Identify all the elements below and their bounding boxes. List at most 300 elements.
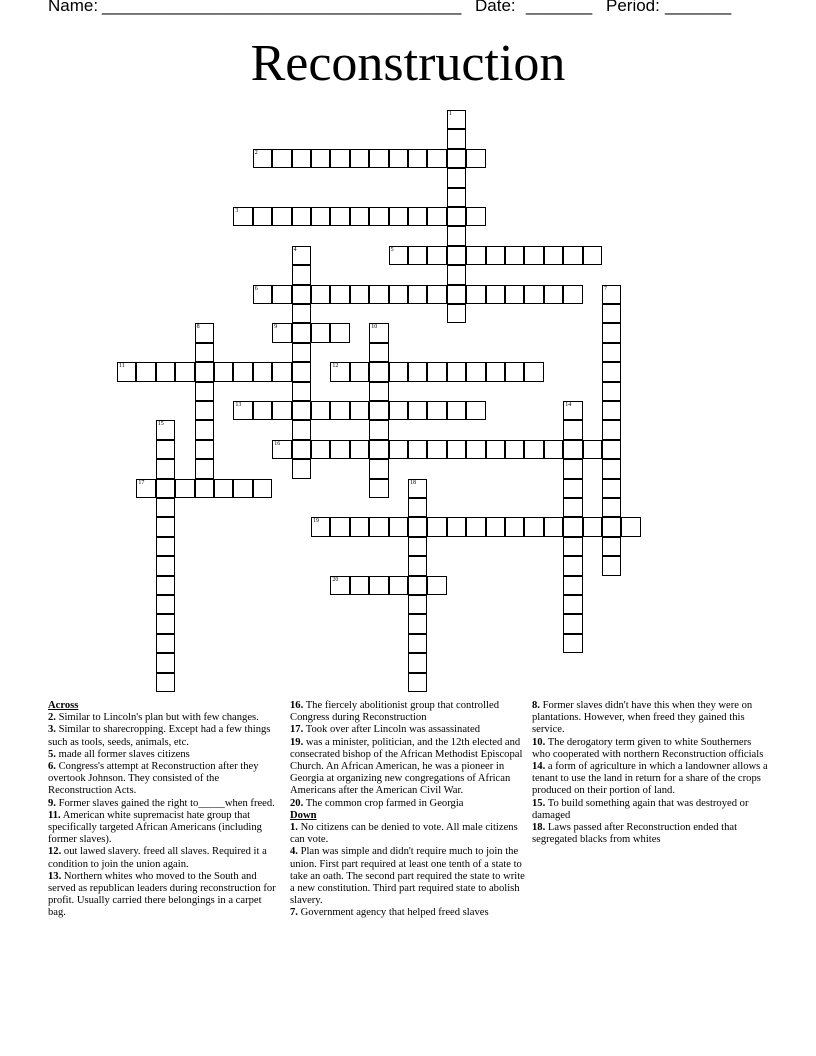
crossword-cell[interactable] bbox=[427, 149, 446, 168]
crossword-cell[interactable] bbox=[272, 149, 291, 168]
clue-across-2 bbox=[48, 712, 280, 724]
crossword-cell[interactable] bbox=[447, 265, 466, 284]
clue-number: 12. bbox=[48, 846, 62, 858]
crossword-cell[interactable] bbox=[136, 479, 155, 498]
crossword-cell[interactable] bbox=[369, 479, 388, 498]
crossword-cell[interactable] bbox=[447, 168, 466, 187]
crossword-cell[interactable] bbox=[447, 129, 466, 148]
clue-text: Took over after Lincoln was assassinated bbox=[303, 724, 481, 736]
clue-text: Similar to Lincoln's plan but with few changes. bbox=[55, 712, 259, 724]
crossword-cell[interactable] bbox=[408, 673, 427, 692]
crossword-cell[interactable] bbox=[369, 149, 388, 168]
crossword-cell[interactable] bbox=[156, 537, 175, 556]
crossword-cell[interactable] bbox=[447, 149, 466, 168]
crossword-cell[interactable] bbox=[292, 246, 311, 265]
clue-number-label: 9 bbox=[274, 324, 278, 331]
crossword-cell[interactable] bbox=[156, 595, 175, 614]
crossword-cell[interactable] bbox=[466, 149, 485, 168]
crossword-cell[interactable] bbox=[408, 401, 427, 420]
clue-number: 11. bbox=[48, 809, 61, 821]
crossword-cell[interactable] bbox=[311, 517, 330, 536]
clue-down-4 bbox=[290, 846, 526, 907]
crossword-cell[interactable] bbox=[350, 285, 369, 304]
clue-across-11 bbox=[48, 810, 280, 847]
crossword-cell[interactable] bbox=[427, 246, 446, 265]
crossword-cell[interactable] bbox=[602, 362, 621, 381]
crossword-cell[interactable] bbox=[311, 207, 330, 226]
crossword-cell[interactable] bbox=[292, 459, 311, 478]
crossword-cell[interactable] bbox=[292, 362, 311, 381]
crossword-cell[interactable] bbox=[544, 285, 563, 304]
crossword-cell[interactable] bbox=[505, 285, 524, 304]
crossword-cell[interactable] bbox=[563, 479, 582, 498]
clue-text: The common crop farmed in Georgia bbox=[303, 797, 464, 809]
crossword-cell[interactable] bbox=[350, 440, 369, 459]
crossword-cell[interactable] bbox=[602, 556, 621, 575]
crossword-cell[interactable] bbox=[408, 285, 427, 304]
crossword-cell[interactable] bbox=[195, 479, 214, 498]
crossword-cell[interactable] bbox=[408, 614, 427, 633]
crossword-cell[interactable] bbox=[369, 343, 388, 362]
clue-down-14 bbox=[532, 761, 770, 798]
clue-across-16 bbox=[290, 700, 526, 724]
crossword-cell[interactable] bbox=[408, 246, 427, 265]
clue-number: 14. bbox=[532, 761, 546, 773]
crossword-cell[interactable] bbox=[292, 382, 311, 401]
clue-text: The fiercely abolitionist group that controlled Congress during Reconstruction bbox=[290, 700, 499, 724]
crossword-cell[interactable] bbox=[602, 517, 621, 536]
crossword-cell[interactable] bbox=[544, 246, 563, 265]
crossword-cell[interactable] bbox=[602, 498, 621, 517]
clue-number: 18. bbox=[532, 822, 546, 834]
clue-number-label: 3 bbox=[235, 208, 239, 214]
period-field[interactable]: _______ bbox=[665, 0, 732, 15]
crossword-cell[interactable] bbox=[524, 517, 543, 536]
crossword-cell[interactable] bbox=[156, 440, 175, 459]
crossword-cell[interactable] bbox=[466, 517, 485, 536]
crossword-cell[interactable] bbox=[389, 576, 408, 595]
clue-down-1 bbox=[290, 822, 526, 846]
crossword-cell[interactable] bbox=[447, 246, 466, 265]
crossword-cell[interactable] bbox=[156, 517, 175, 536]
name-field[interactable]: ______________________________________ bbox=[102, 0, 462, 15]
crossword-cell[interactable] bbox=[447, 440, 466, 459]
crossword-cell[interactable] bbox=[544, 440, 563, 459]
crossword-cell[interactable] bbox=[563, 614, 582, 633]
clue-across-12 bbox=[48, 846, 280, 870]
crossword-cell[interactable] bbox=[389, 149, 408, 168]
clue-number-label: 13 bbox=[235, 402, 242, 408]
clue-text: Plan was simple and didn't require much to join the union. First part required at least one tenth of a state to take an oath. The second part required the state to write a new constitution. Third part required state to abolish slavery. bbox=[290, 846, 525, 907]
crossword-cell[interactable] bbox=[253, 285, 272, 304]
crossword-cell[interactable] bbox=[311, 323, 330, 342]
crossword-cell[interactable] bbox=[583, 440, 602, 459]
crossword-cell[interactable] bbox=[330, 285, 349, 304]
crossword-cell[interactable] bbox=[233, 479, 252, 498]
crossword-cell[interactable] bbox=[311, 401, 330, 420]
crossword-cell[interactable] bbox=[369, 207, 388, 226]
clue-text: made all former slaves citizens bbox=[55, 748, 190, 760]
crossword-cell[interactable] bbox=[563, 420, 582, 439]
crossword-cell[interactable] bbox=[369, 362, 388, 381]
clue-down-18 bbox=[532, 822, 770, 846]
crossword-cell[interactable] bbox=[156, 673, 175, 692]
crossword-cell[interactable] bbox=[505, 517, 524, 536]
crossword-cell[interactable] bbox=[602, 304, 621, 323]
crossword-cell[interactable] bbox=[563, 576, 582, 595]
clue-across-13 bbox=[48, 871, 280, 920]
crossword-cell[interactable] bbox=[156, 479, 175, 498]
crossword-cell[interactable] bbox=[292, 343, 311, 362]
clue-number: 8. bbox=[532, 700, 540, 711]
crossword-cell[interactable] bbox=[195, 459, 214, 478]
clue-text: Northern whites who moved to the South and served as republican leaders during reconstruction for profit. Usually carried there belongings in a carpet bag. bbox=[48, 870, 276, 919]
crossword-cell[interactable] bbox=[272, 207, 291, 226]
crossword-cell[interactable] bbox=[156, 614, 175, 633]
crossword-cell[interactable] bbox=[253, 149, 272, 168]
clue-down-10 bbox=[532, 737, 770, 761]
crossword-cell[interactable] bbox=[195, 382, 214, 401]
clue-across-3 bbox=[48, 724, 280, 748]
crossword-cell[interactable] bbox=[233, 362, 252, 381]
crossword-cell[interactable] bbox=[427, 207, 446, 226]
crossword-cell[interactable] bbox=[524, 362, 543, 381]
clue-across-19 bbox=[290, 737, 526, 798]
crossword-cell[interactable] bbox=[350, 517, 369, 536]
crossword-cell[interactable] bbox=[253, 479, 272, 498]
crossword-cell[interactable] bbox=[466, 285, 485, 304]
crossword-cell[interactable] bbox=[408, 479, 427, 498]
clue-number-label: 6 bbox=[254, 285, 258, 292]
crossword-cell[interactable] bbox=[602, 323, 621, 342]
crossword-cell[interactable] bbox=[369, 401, 388, 420]
crossword-cell[interactable] bbox=[156, 459, 175, 478]
clue-number-label: 2 bbox=[254, 149, 258, 156]
crossword-cell[interactable] bbox=[292, 323, 311, 342]
crossword-cell[interactable] bbox=[389, 517, 408, 536]
crossword-cell[interactable] bbox=[253, 362, 272, 381]
clue-text: Government agency that helped freed slaves bbox=[297, 907, 489, 919]
crossword-cell[interactable] bbox=[408, 595, 427, 614]
clue-number: 5. bbox=[48, 748, 56, 760]
crossword-cell[interactable] bbox=[195, 440, 214, 459]
clue-number-label: 16 bbox=[274, 440, 281, 447]
crossword-cell[interactable] bbox=[505, 362, 524, 381]
crossword-cell[interactable] bbox=[447, 517, 466, 536]
crossword-cell[interactable] bbox=[156, 653, 175, 672]
crossword-cell[interactable] bbox=[563, 595, 582, 614]
crossword-cell[interactable] bbox=[563, 459, 582, 478]
clue-text: Former slaves didn't have this when they were on plantations. However, when freed they gained this service. bbox=[532, 700, 753, 736]
crossword-cell[interactable] bbox=[156, 634, 175, 653]
crossword-cell[interactable] bbox=[214, 362, 233, 381]
crossword-cell[interactable] bbox=[486, 362, 505, 381]
crossword-cell[interactable] bbox=[350, 362, 369, 381]
crossword-cell[interactable] bbox=[447, 285, 466, 304]
clue-number-label: 12 bbox=[332, 363, 339, 370]
crossword-cell[interactable] bbox=[292, 285, 311, 304]
crossword-cell[interactable] bbox=[253, 207, 272, 226]
clue-text: was a minister, politician, and the 12th elected and consecrated bishop of the African Methodist Episcopal Church. An African American, he was a pioneer in Georgia at organizing new congregations of African Americans after the American Civil War. bbox=[290, 736, 523, 797]
crossword-cell[interactable] bbox=[408, 517, 427, 536]
crossword-cell[interactable] bbox=[389, 440, 408, 459]
student-info-header bbox=[48, 0, 768, 20]
period-label: Period: bbox=[606, 0, 660, 15]
crossword-cell[interactable] bbox=[389, 285, 408, 304]
page-title: Reconstruction bbox=[250, 35, 566, 92]
crossword-cell[interactable] bbox=[486, 246, 505, 265]
clue-number-label: 1 bbox=[448, 111, 452, 117]
crossword-cell[interactable] bbox=[408, 207, 427, 226]
clue-number: 4. bbox=[290, 846, 298, 858]
crossword-cell[interactable] bbox=[408, 653, 427, 672]
crossword-cell[interactable] bbox=[602, 459, 621, 478]
crossword-cell[interactable] bbox=[505, 246, 524, 265]
clues-column-2 bbox=[290, 700, 526, 920]
crossword-cell[interactable] bbox=[583, 246, 602, 265]
crossword-cell[interactable] bbox=[408, 149, 427, 168]
crossword-cell[interactable] bbox=[369, 459, 388, 478]
crossword-cell[interactable] bbox=[369, 285, 388, 304]
crossword-cell[interactable] bbox=[156, 420, 175, 439]
crossword-cell[interactable] bbox=[563, 537, 582, 556]
clue-number-label: 11 bbox=[119, 363, 125, 370]
crossword-cell[interactable] bbox=[330, 149, 349, 168]
crossword-cell[interactable] bbox=[292, 304, 311, 323]
crossword-cell[interactable] bbox=[369, 576, 388, 595]
crossword-cell[interactable] bbox=[292, 207, 311, 226]
crossword-cell[interactable] bbox=[389, 246, 408, 265]
crossword-cell[interactable] bbox=[408, 362, 427, 381]
clue-number: 2. bbox=[48, 712, 56, 724]
crossword-cell[interactable] bbox=[563, 285, 582, 304]
clue-across-17 bbox=[290, 724, 526, 736]
crossword-cell[interactable] bbox=[389, 207, 408, 226]
clue-number: 20. bbox=[290, 797, 304, 809]
clue-number: 3. bbox=[48, 724, 56, 736]
crossword-cell[interactable] bbox=[544, 517, 563, 536]
crossword-cell[interactable] bbox=[350, 207, 369, 226]
crossword-cell[interactable] bbox=[602, 285, 621, 304]
clue-text: To build something again that was destroyed or damaged bbox=[532, 797, 749, 821]
crossword-cell[interactable] bbox=[156, 556, 175, 575]
clue-number-label: 18 bbox=[410, 479, 416, 486]
crossword-cell[interactable] bbox=[195, 401, 214, 420]
crossword-cell[interactable] bbox=[563, 246, 582, 265]
clue-across-20 bbox=[290, 798, 526, 810]
crossword-cell[interactable] bbox=[602, 401, 621, 420]
crossword-cell[interactable] bbox=[292, 265, 311, 284]
crossword-cell[interactable] bbox=[195, 362, 214, 381]
crossword-cell[interactable] bbox=[427, 517, 446, 536]
crossword-cell[interactable] bbox=[175, 479, 194, 498]
crossword-cell[interactable] bbox=[389, 362, 408, 381]
crossword-cell[interactable] bbox=[311, 285, 330, 304]
crossword-cell[interactable] bbox=[466, 207, 485, 226]
clue-number-label: 17 bbox=[138, 479, 145, 486]
clue-number: 1. bbox=[290, 822, 298, 834]
crossword-cell[interactable] bbox=[272, 323, 291, 342]
clue-number: 17. bbox=[290, 724, 304, 736]
clue-number-label: 8 bbox=[196, 324, 200, 331]
clue-number-label: 10 bbox=[371, 324, 378, 331]
crossword-cell[interactable] bbox=[447, 362, 466, 381]
clue-number-label: 14 bbox=[565, 402, 572, 408]
crossword-cell[interactable] bbox=[330, 323, 349, 342]
clue-number: 6. bbox=[48, 761, 56, 773]
crossword-cell[interactable] bbox=[369, 382, 388, 401]
clue-text: a form of agriculture in which a landowner allows a tenant to use the land in return for a share of the crops produced on their portion of land. bbox=[532, 761, 768, 797]
across-heading: Across bbox=[48, 700, 79, 711]
crossword-cell[interactable] bbox=[602, 420, 621, 439]
crossword-cell[interactable] bbox=[330, 401, 349, 420]
clue-number: 15. bbox=[532, 797, 546, 809]
crossword-cell[interactable] bbox=[408, 537, 427, 556]
clues-column-1 bbox=[48, 700, 280, 920]
crossword-cell[interactable] bbox=[486, 285, 505, 304]
crossword-cell[interactable] bbox=[195, 420, 214, 439]
crossword-cell[interactable] bbox=[330, 576, 349, 595]
crossword-cell[interactable] bbox=[292, 149, 311, 168]
clue-number-label: 15 bbox=[157, 421, 164, 428]
crossword-cell[interactable] bbox=[602, 382, 621, 401]
crossword-cell[interactable] bbox=[408, 576, 427, 595]
crossword-cell[interactable] bbox=[272, 440, 291, 459]
crossword-cell[interactable] bbox=[175, 362, 194, 381]
clue-text: No citizens can be denied to vote. All male citizens can vote. bbox=[290, 822, 518, 846]
clue-number: 13. bbox=[48, 870, 62, 882]
clue-number-label: 20 bbox=[332, 576, 339, 583]
clue-number-label: 19 bbox=[313, 518, 319, 525]
clue-number: 9. bbox=[48, 797, 56, 809]
clue-number-label: 4 bbox=[293, 246, 297, 253]
crossword-cell[interactable] bbox=[350, 149, 369, 168]
crossword-cell[interactable] bbox=[350, 576, 369, 595]
crossword-cell[interactable] bbox=[311, 149, 330, 168]
crossword-cell[interactable] bbox=[272, 362, 291, 381]
crossword-cell[interactable] bbox=[117, 362, 136, 381]
crossword-cell[interactable] bbox=[563, 440, 582, 459]
clue-text: Congress's attempt at Reconstruction after they overtook Johnson. They consisted of the Reconstruction Acts. bbox=[48, 761, 259, 797]
crossword-cell[interactable] bbox=[602, 440, 621, 459]
crossword-cell[interactable] bbox=[466, 362, 485, 381]
crossword-cell[interactable] bbox=[427, 401, 446, 420]
date-label: Date: bbox=[475, 0, 516, 15]
crossword-cell[interactable] bbox=[350, 401, 369, 420]
crossword-cell[interactable] bbox=[156, 362, 175, 381]
crossword-cell[interactable] bbox=[563, 401, 582, 420]
crossword-cell[interactable] bbox=[272, 401, 291, 420]
crossword-cell[interactable] bbox=[563, 498, 582, 517]
crossword-cell[interactable] bbox=[311, 440, 330, 459]
crossword-cell[interactable] bbox=[233, 207, 252, 226]
clue-text: The derogatory term given to white Southerners who cooperated with northern Reconstruction officials bbox=[532, 736, 764, 760]
crossword-cell[interactable] bbox=[486, 440, 505, 459]
crossword-cell[interactable] bbox=[563, 556, 582, 575]
crossword-cell[interactable] bbox=[408, 498, 427, 517]
date-field[interactable]: _______ bbox=[526, 0, 593, 15]
clue-down-15 bbox=[532, 798, 770, 822]
crossword-cell[interactable] bbox=[330, 517, 349, 536]
clue-across-9 bbox=[48, 798, 280, 810]
crossword-cell[interactable] bbox=[389, 401, 408, 420]
crossword-cell[interactable] bbox=[408, 440, 427, 459]
crossword-cell[interactable] bbox=[563, 517, 582, 536]
crossword-cell[interactable] bbox=[369, 440, 388, 459]
crossword-cell[interactable] bbox=[292, 401, 311, 420]
crossword-cell[interactable] bbox=[447, 207, 466, 226]
clue-down-8 bbox=[532, 700, 770, 737]
clue-number: 19. bbox=[290, 736, 304, 748]
crossword-cell[interactable] bbox=[447, 226, 466, 245]
crossword-cell[interactable] bbox=[583, 517, 602, 536]
crossword-cell[interactable] bbox=[466, 401, 485, 420]
crossword-cell[interactable] bbox=[253, 401, 272, 420]
crossword-cell[interactable] bbox=[330, 362, 349, 381]
crossword-cell[interactable] bbox=[427, 362, 446, 381]
crossword-cell[interactable] bbox=[447, 304, 466, 323]
crossword-cell[interactable] bbox=[524, 246, 543, 265]
crossword-cell[interactable] bbox=[369, 420, 388, 439]
crossword-cell[interactable] bbox=[272, 285, 291, 304]
crossword-cell[interactable] bbox=[330, 207, 349, 226]
down-heading: Down bbox=[290, 809, 317, 821]
crossword-cell[interactable] bbox=[447, 110, 466, 129]
clue-text: Former slaves gained the right to_____when freed. bbox=[55, 797, 275, 809]
crossword-cell[interactable] bbox=[621, 517, 640, 536]
crossword-cell[interactable] bbox=[292, 440, 311, 459]
clue-number: 16. bbox=[290, 700, 304, 711]
crossword-cell[interactable] bbox=[156, 576, 175, 595]
crossword-cell[interactable] bbox=[466, 440, 485, 459]
crossword-cell[interactable] bbox=[292, 420, 311, 439]
crossword-cell[interactable] bbox=[563, 634, 582, 653]
crossword-cell[interactable] bbox=[602, 537, 621, 556]
crossword-cell[interactable] bbox=[447, 188, 466, 207]
crossword-cell[interactable] bbox=[214, 479, 233, 498]
crossword-cell[interactable] bbox=[408, 556, 427, 575]
crossword-cell[interactable] bbox=[156, 498, 175, 517]
crossword-cell[interactable] bbox=[330, 440, 349, 459]
crossword-cell[interactable] bbox=[369, 323, 388, 342]
crossword-cell[interactable] bbox=[602, 479, 621, 498]
clue-number-label: 5 bbox=[390, 246, 394, 253]
clue-text: Similar to sharecropping. Except had a few things such as tools, seeds, animals, etc. bbox=[48, 724, 271, 748]
clue-text: out lawed slavery. freed all slaves. Required it a condition to join the union again. bbox=[48, 846, 267, 870]
crossword-cell[interactable] bbox=[233, 401, 252, 420]
clue-text: Laws passed after Reconstruction ended that segregated blacks from whites bbox=[532, 822, 738, 846]
clue-number: 7. bbox=[290, 907, 298, 919]
clue-across-5 bbox=[48, 749, 280, 761]
clue-down-7 bbox=[290, 907, 526, 919]
crossword-cell[interactable] bbox=[195, 343, 214, 362]
crossword-cell[interactable] bbox=[486, 517, 505, 536]
crossword-cell[interactable] bbox=[408, 634, 427, 653]
crossword-cell[interactable] bbox=[524, 285, 543, 304]
crossword-cell[interactable] bbox=[524, 440, 543, 459]
crossword-cell[interactable] bbox=[427, 576, 446, 595]
crossword-cell[interactable] bbox=[195, 323, 214, 342]
crossword-cell[interactable] bbox=[136, 362, 155, 381]
crossword-cell[interactable] bbox=[466, 246, 485, 265]
crossword-cell[interactable] bbox=[505, 440, 524, 459]
crossword-cell[interactable] bbox=[427, 440, 446, 459]
crossword-cell[interactable] bbox=[369, 517, 388, 536]
crossword-cell[interactable] bbox=[447, 401, 466, 420]
clue-number-label: 7 bbox=[604, 285, 607, 292]
crossword-cell[interactable] bbox=[602, 343, 621, 362]
crossword-cell[interactable] bbox=[427, 285, 446, 304]
